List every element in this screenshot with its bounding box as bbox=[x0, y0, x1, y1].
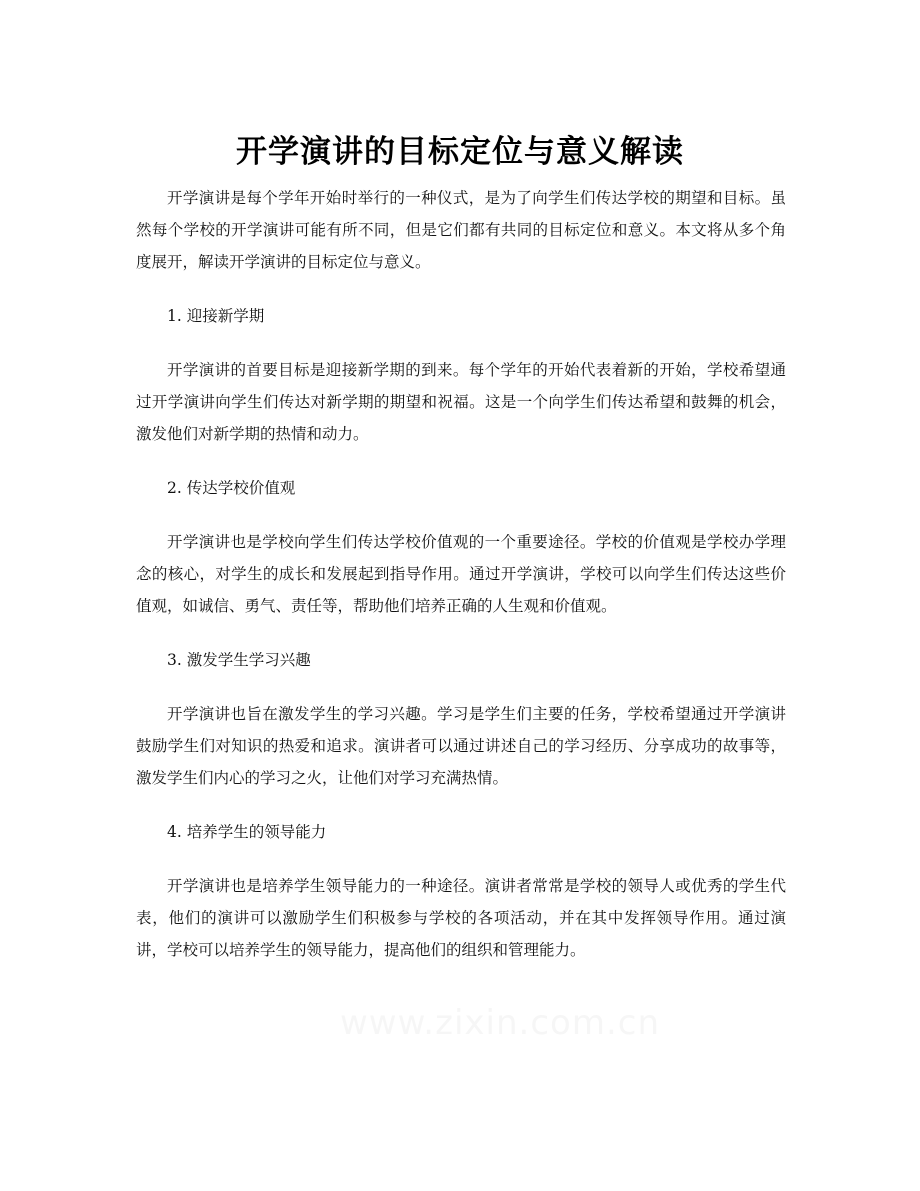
section-body-1: 开学演讲的首要目标是迎接新学期的到来。每个学年的开始代表着新的开始，学校希望通过开学演讲向学生们传达对新学期的期望和祝福。这是一个向学生们传达希望和鼓舞的机会，激发他们对新学期的热情和动力。 bbox=[136, 361, 786, 443]
section-heading-3: 3. 激发学生学习兴趣 bbox=[167, 651, 311, 669]
document-title: 开学演讲的目标定位与意义解读 bbox=[236, 133, 684, 170]
section-heading-2: 2. 传达学校价值观 bbox=[167, 479, 296, 497]
watermark: www.zixin.com.cn bbox=[340, 1003, 660, 1043]
section-heading-1: 1. 迎接新学期 bbox=[167, 307, 265, 325]
document-body bbox=[136, 182, 786, 966]
section-body-2: 开学演讲也是学校向学生们传达学校价值观的一个重要途径。学校的价值观是学校办学理念的核心，对学生的成长和发展起到指导作用。通过开学演讲，学校可以向学生们传达这些价值观，如诚信、勇气、责任等，帮助他们培养正确的人生观和价值观。 bbox=[136, 533, 786, 615]
section-body-3: 开学演讲也旨在激发学生的学习兴趣。学习是学生们主要的任务，学校希望通过开学演讲鼓励学生们对知识的热爱和追求。演讲者可以通过讲述自己的学习经历、分享成功的故事等，激发学生们内心的学习之火，让他们对学习充满热情。 bbox=[136, 705, 786, 787]
intro-paragraph: 开学演讲是每个学年开始时举行的一种仪式，是为了向学生们传达学校的期望和目标。虽然每个学校的开学演讲可能有所不同，但是它们都有共同的目标定位和意义。本文将从多个角度展开，解读开学演讲的目标定位与意义。 bbox=[136, 189, 786, 271]
section-body-4: 开学演讲也是培养学生领导能力的一种途径。演讲者常常是学校的领导人或优秀的学生代表，他们的演讲可以激励学生们积极参与学校的各项活动，并在其中发挥领导作用。通过演讲，学校可以培养学生的领导能力，提高他们的组织和管理能力。 bbox=[136, 877, 786, 959]
section-heading-4: 4. 培养学生的领导能力 bbox=[167, 823, 327, 841]
